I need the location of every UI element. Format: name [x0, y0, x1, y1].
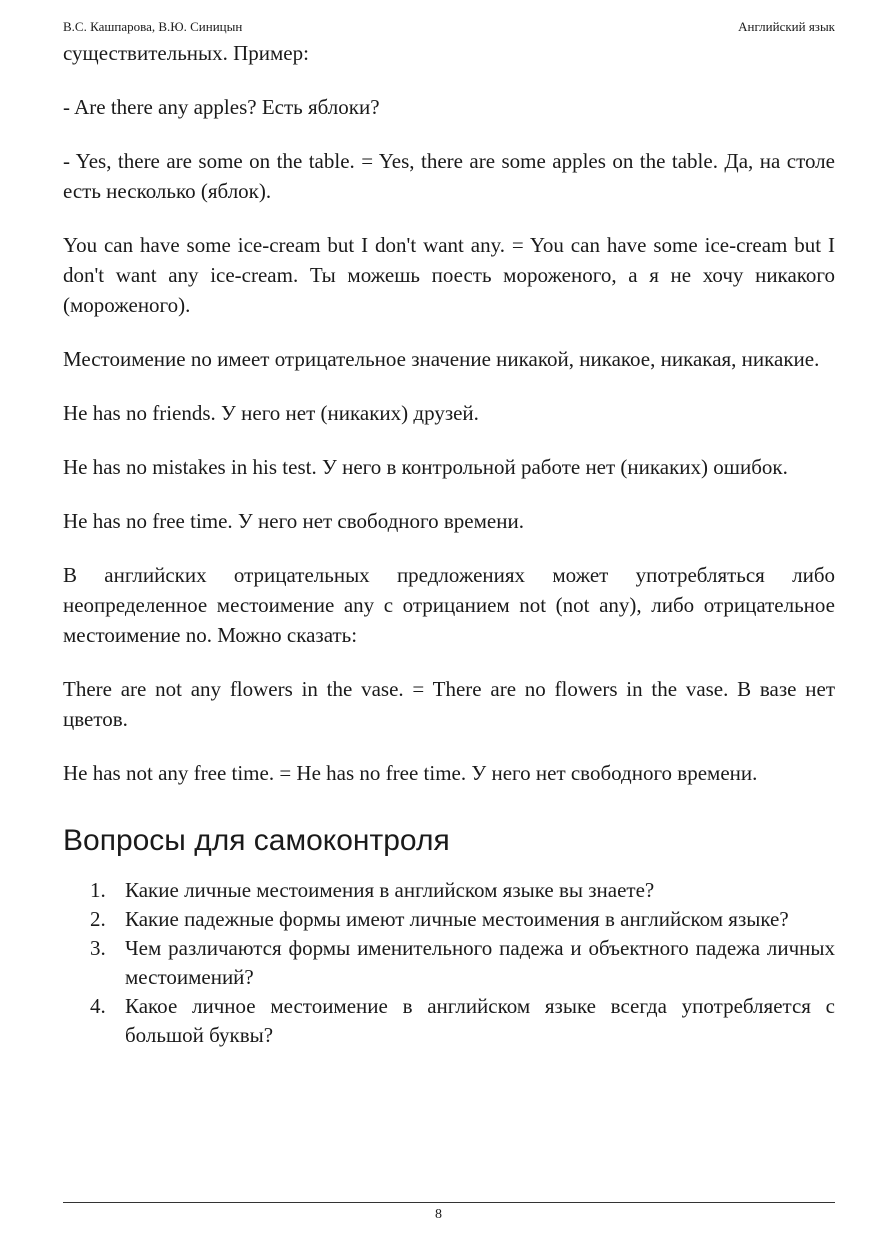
- question-text: Какое личное местоимение в английском языке всегда употребляется с большой буквы?: [125, 994, 835, 1047]
- paragraph: - Are there any apples? Есть яблоки?: [63, 95, 380, 119]
- question-item: [63, 876, 835, 905]
- paragraph: You can have some ice-cream but I don't want any. = You can have some ice-cream but I don't want any ice-cream. Ты можешь поесть мороженого, а я не хочу никакого (мороженого).: [63, 233, 835, 317]
- section-heading: Вопросы для самоконтроля: [63, 824, 450, 857]
- page-number: 8: [435, 1207, 442, 1222]
- paragraph: - Yes, there are some on the table. = Yes, there are some apples on the table. Да, на столе есть несколько (яблок).: [63, 149, 835, 203]
- header-subject: Английский язык: [738, 19, 835, 34]
- question-number: 3.: [90, 936, 106, 960]
- page-body: [63, 38, 835, 1050]
- question-number: 2.: [90, 907, 106, 931]
- paragraph: He has not any free time. = He has no free time. У него нет свободного времени.: [63, 761, 758, 785]
- paragraph: He has no friends. У него нет (никаких) друзей.: [63, 401, 479, 425]
- question-text: Какие личные местоимения в английском языке вы знаете?: [125, 878, 655, 902]
- paragraph: There are not any flowers in the vase. = There are no flowers in the vase. В вазе нет цветов.: [63, 677, 835, 731]
- question-text: Чем различаются формы именительного падежа и объектного падежа личных местоимений?: [125, 936, 835, 989]
- header-authors: В.С. Кашпарова, В.Ю. Синицын: [63, 19, 243, 34]
- paragraph: He has no mistakes in his test. У него в контрольной работе нет (никаких) ошибок.: [63, 455, 788, 479]
- question-number: 4.: [90, 994, 106, 1018]
- paragraph: Местоимение no имеет отрицательное значение никакой, никакое, никакая, никакие.: [63, 347, 820, 371]
- paragraph: He has no free time. У него нет свободного времени.: [63, 509, 524, 533]
- footer-divider: [63, 1202, 835, 1203]
- question-item: [63, 992, 835, 1050]
- question-item: [63, 905, 835, 934]
- paragraph: В английских отрицательных предложениях может употребляться либо неопределенное местоимение any с отрицанием not (not any), либо отрицательное местоимение no. Можно сказать:: [63, 563, 835, 647]
- running-header: [63, 18, 835, 36]
- paragraph: существительных. Пример:: [63, 41, 309, 65]
- question-text: Какие падежные формы имеют личные местоимения в английском языке?: [125, 907, 789, 931]
- question-number: 1.: [90, 878, 106, 902]
- question-item: [63, 934, 835, 992]
- questions-list: [63, 876, 835, 1050]
